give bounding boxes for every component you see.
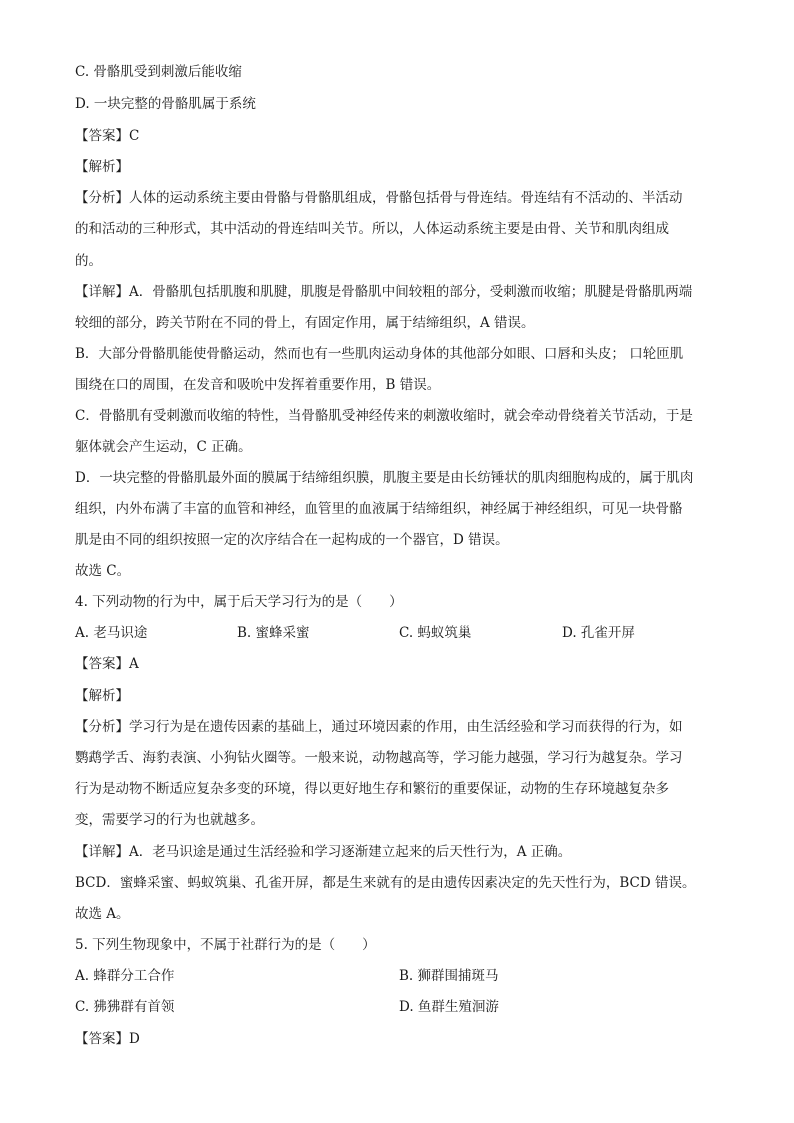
q4-option-b: B. 蜜蜂采蜜 (237, 625, 310, 641)
q3-option-d: D. 一块完整的骨骼肌属于系统 (75, 96, 256, 112)
q3-detail-line: D．一块完整的骨骼肌最外面的膜属于结缔组织膜，肌腹主要是由长纺锤状的肌肉细胞构成的，属于肌肉 (75, 470, 694, 486)
q3-detail-line: 组织，内外布满了丰富的血管和神经，血管里的血液属于结缔组织，神经属于神经组织，可见一块骨骼 (75, 501, 683, 517)
q4-option-a: A. 老马识途 (75, 625, 148, 641)
q4-stem: 4. 下列动物的行为中，属于后天学习行为的是（ ） (75, 594, 403, 610)
q3-jiexi-heading: 【解析】 (75, 159, 129, 175)
q4-detail-line: BCD．蜜蜂采蜜、蚂蚁筑巢、孔雀开屏，都是生来就有的是由遗传因素决定的先天性行为，BCD 错误。 (75, 875, 696, 891)
q5-option-a: A. 蜂群分工合作 (75, 968, 175, 984)
q5-option-c: C. 狒狒群有首领 (75, 999, 175, 1015)
q3-detail-line: C．骨骼肌有受刺激而收缩的特性，当骨骼肌受神经传来的刺激收缩时，就会牵动骨绕着关节活动，于是 (75, 408, 693, 424)
q4-option-c: C. 蚂蚁筑巢 (399, 625, 472, 641)
q4-analysis-line: 鹦鹉学舌、海豹表演、小狗钻火圈等。一般来说，动物越高等，学习能力越强，学习行为越复杂。学习 (75, 750, 683, 766)
q3-analysis-line: 的和活动的三种形式，其中活动的骨连结叫关节。所以，人体运动系统主要是由骨、关节和肌肉组成 (75, 221, 669, 237)
q4-analysis-line: 【分析】学习行为是在遗传因素的基础上，通过环境因素的作用，由生活经验和学习而获得的行为，如 (75, 719, 683, 735)
q5-option-d: D. 鱼群生殖洄游 (399, 999, 499, 1015)
q4-answer: 【答案】A (75, 656, 139, 672)
q5-answer: 【答案】D (75, 1031, 140, 1047)
q3-detail-line: 躯体就会产生运动，C 正确。 (75, 439, 252, 455)
q3-detail-line: 【详解】A．骨骼肌包括肌腹和肌腱，肌腹是骨骼肌中间较粗的部分，受刺激而收缩；肌腱是骨骼肌两端 (75, 284, 693, 300)
q3-analysis-line: 【分析】人体的运动系统主要由骨骼与骨骼肌组成，骨骼包括骨与骨连结。骨连结有不活动的、半活动 (75, 190, 683, 206)
q3-detail-line: 肌是由不同的组织按照一定的次序结合在一起构成的一个器官，D 错误。 (75, 532, 509, 548)
q3-answer: 【答案】C (75, 128, 140, 144)
q4-conclusion: 故选 A。 (75, 906, 130, 922)
q5-stem: 5. 下列生物现象中，不属于社群行为的是（ ） (75, 937, 376, 953)
q4-detail-line: 【详解】A．老马识途是通过生活经验和学习逐渐建立起来的后天性行为，A 正确。 (75, 844, 572, 860)
q5-option-b: B. 狮群围捕斑马 (399, 968, 499, 984)
q3-conclusion: 故选 C。 (75, 563, 131, 579)
q3-detail-line: 较细的部分，跨关节附在不同的骨上，有固定作用，属于结缔组织，A 错误。 (75, 315, 535, 331)
q4-analysis-line: 行为是动物不断适应复杂多变的环境，得以更好地生存和繁衍的重要保证，动物的生存环境越复杂多 (75, 781, 669, 797)
q3-detail-line: 围绕在口的周围，在发音和吸吮中发挥着重要作用，B 错误。 (75, 377, 441, 393)
q4-analysis-line: 变，需要学习的行为也就越多。 (75, 812, 264, 828)
q3-analysis-line: 的。 (75, 253, 102, 269)
q4-jiexi-heading: 【解析】 (75, 688, 129, 704)
q4-option-d: D. 孔雀开屏 (562, 625, 635, 641)
q3-option-c: C. 骨骼肌受到刺激后能收缩 (75, 64, 242, 80)
q3-detail-line: B．大部分骨骼肌能使骨骼运动，然而也有一些肌肉运动身体的其他部分如眼、口唇和头皮； 口轮匝肌 (75, 346, 684, 362)
